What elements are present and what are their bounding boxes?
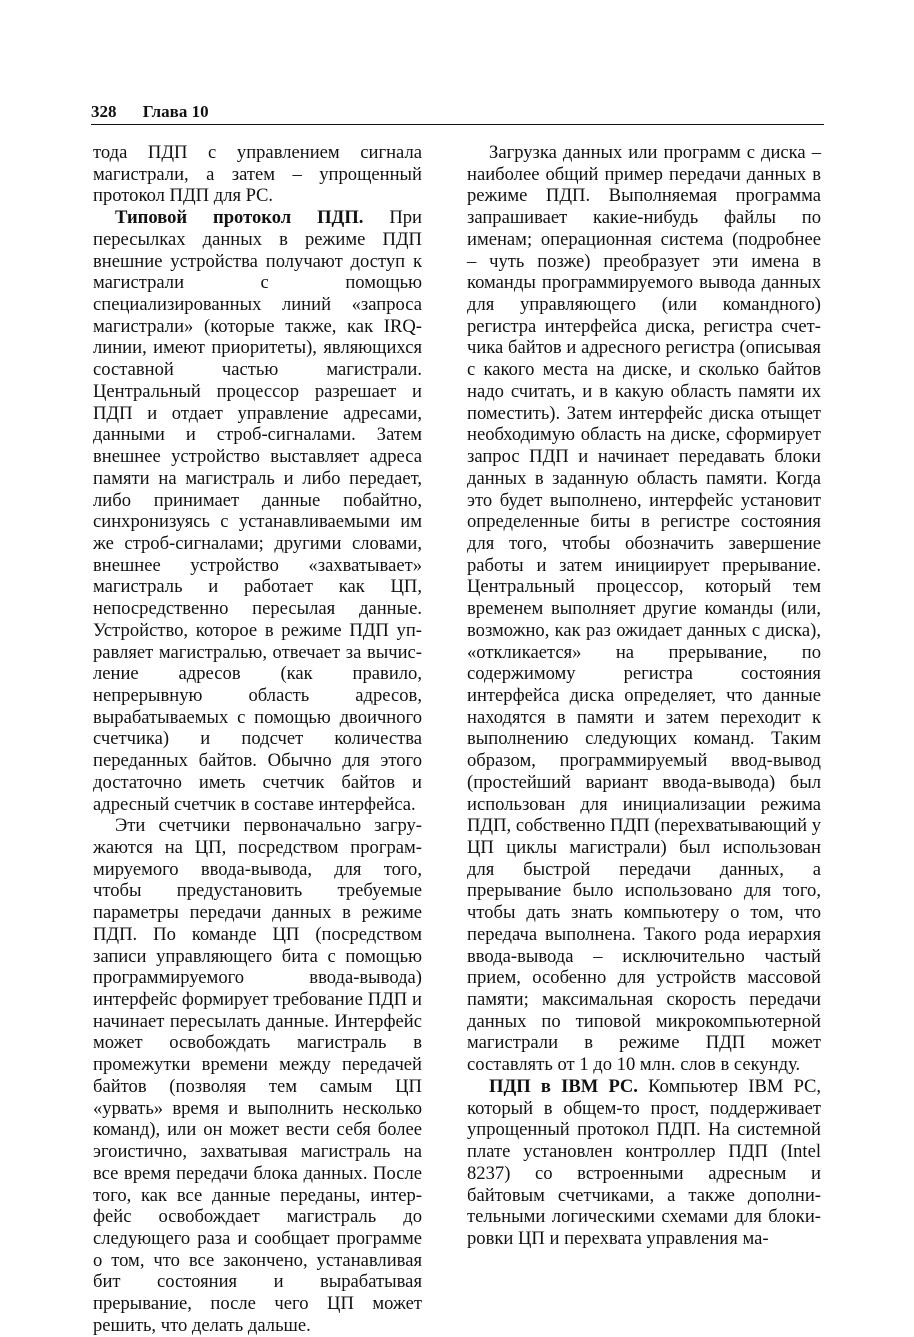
right-column (467, 142, 821, 1250)
paragraph-typical-protocol (93, 207, 422, 815)
paragraph-counters: Эти счетчики первоначально загружаются на ЦП, посредством программируемого ввода-вывода, для того, чтобы предустановить требуемые параметры передачи данных в режиме ПДП. По команде ЦП (посредством записи управляющего бита с помощью программируемого ввода-вывода) интерфейс формирует требование ПДП и начинает пересылать данные. Интерфейс может освобождать магистраль в промежутки времени между передачей байтов (позволяя тем самым ЦП «урвать» время и выполнить несколько команд), или он может вести себя более эгоистично, захватывая магистраль на все время передачи блока данных. После того, как все данные переданы, интерфейс освобождает магистраль до следующего раза и сообщает программе о том, что все закончено, устанавливая бит состояния и вырабатывая прерывание, после чего ЦП может решить, что делать дальше. (93, 815, 422, 1336)
chapter-title: Глава 10 (142, 102, 209, 121)
paragraph-disk-loading: Загрузка данных или программ с диска – наиболее общий пример передачи данных в режиме ПДП. Выполняемая программа запрашивает какие-нибудь файлы по именам; операционная система (подробнее – чуть позже) преобразует эти имена в команды программируемого вывода данных для управляющего (или командного) регистра интерфейса диска, регистра счетчика байтов и адресного регистра (описывая с какого места на диске, и сколько байтов надо считать, и в какую область памяти их поместить). Затем интерфейс диска отыщет необходимую область на диске, сформирует запрос ПДП и начинает передавать блоки данных в заданную область памяти. Когда это будет выполнено, интерфейс установит определенные биты в регистре состояния для того, чтобы обозначить завершение работы и затем инициирует прерывание. Центральный процессор, который тем временем выполняет другие команды (или, возможно, как раз ожидает данных с диска), «откликается» на прерывание, по содержимому регистра состояния интерфейса диска определяет, что данные находятся в памяти и затем переходит к выполнению следующих команд. Таким образом, программируемый ввод-вывод (простейший вариант ввода-вывода) был использован для инициализации режима ПДП, собственно ПДП (перехватывающий у ЦП циклы магистрали) был использован для быстрой передачи данных, а прерывание было использовано для того, чтобы дать знать компьютеру о том, что передача выполнена. Такого рода иерархия ввода-вывода – исключительно частый прием, особенно для устройств массовой памяти; максимальная скорость передачи данных по типовой микрокомпьютерной магистрали в режиме ПДП может составлять от 1 до 10 млн. слов в секунду. (467, 142, 821, 1076)
left-column (93, 142, 422, 1337)
paragraph-text: Компьютер IBM PC, который в общем-то прост, поддерживает упрощенный протокол ПДП. На системной плате установлен контроллер ПДП (Intel 8237) со встроенными адресным и байтовым счетчиками, а также дополнительными логическими схемами для блокировки ЦП и перехвата управления ма- (467, 1075, 822, 1249)
page-number: 328 (91, 102, 117, 121)
paragraph-lead-heading: Типовой протокол ПДП. (115, 207, 364, 229)
paragraph-lead-heading: ПДП в IBM PC. (489, 1075, 638, 1097)
paragraph-text: При пересылках данных в режиме ПДП внешние устройства получают доступ к магистрали с помощью специализированных линий «запроса магистрали» (которые также, как IRQ-линии, имеют приоритеты), являющихся составной частью магистрали. Центральный процессор разрешает и ПДП и отдает управление адресами, данными и строб-сигналами. Затем внешнее устройство выставляет адреса памяти на магистраль и либо передает, либо принимает данные побайтно, синхронизуясь с устанавливаемыми им же строб-сигналами; другими словами, внешнее устройство «захватывает» магистраль и работает как ЦП, непосредственно пересылая данные. Устройство, которое в режиме ПДП управляет магистралью, отвечает за вычисление адресов (как правило, непрерывную область адресов, вырабатываемых с помощью двоичного счетчика) и подсчет количества переданных байтов. Обычно для этого достаточно иметь счетчик байтов и адресный счетчик в составе интерфейса. (93, 207, 423, 815)
page-header (91, 102, 824, 125)
paragraph-ibm-pc (467, 1076, 821, 1250)
paragraph-continuation: тода ПДП с управлением сигнала магистрали, а затем – упрощенный протокол ПДП для PC. (93, 142, 422, 207)
